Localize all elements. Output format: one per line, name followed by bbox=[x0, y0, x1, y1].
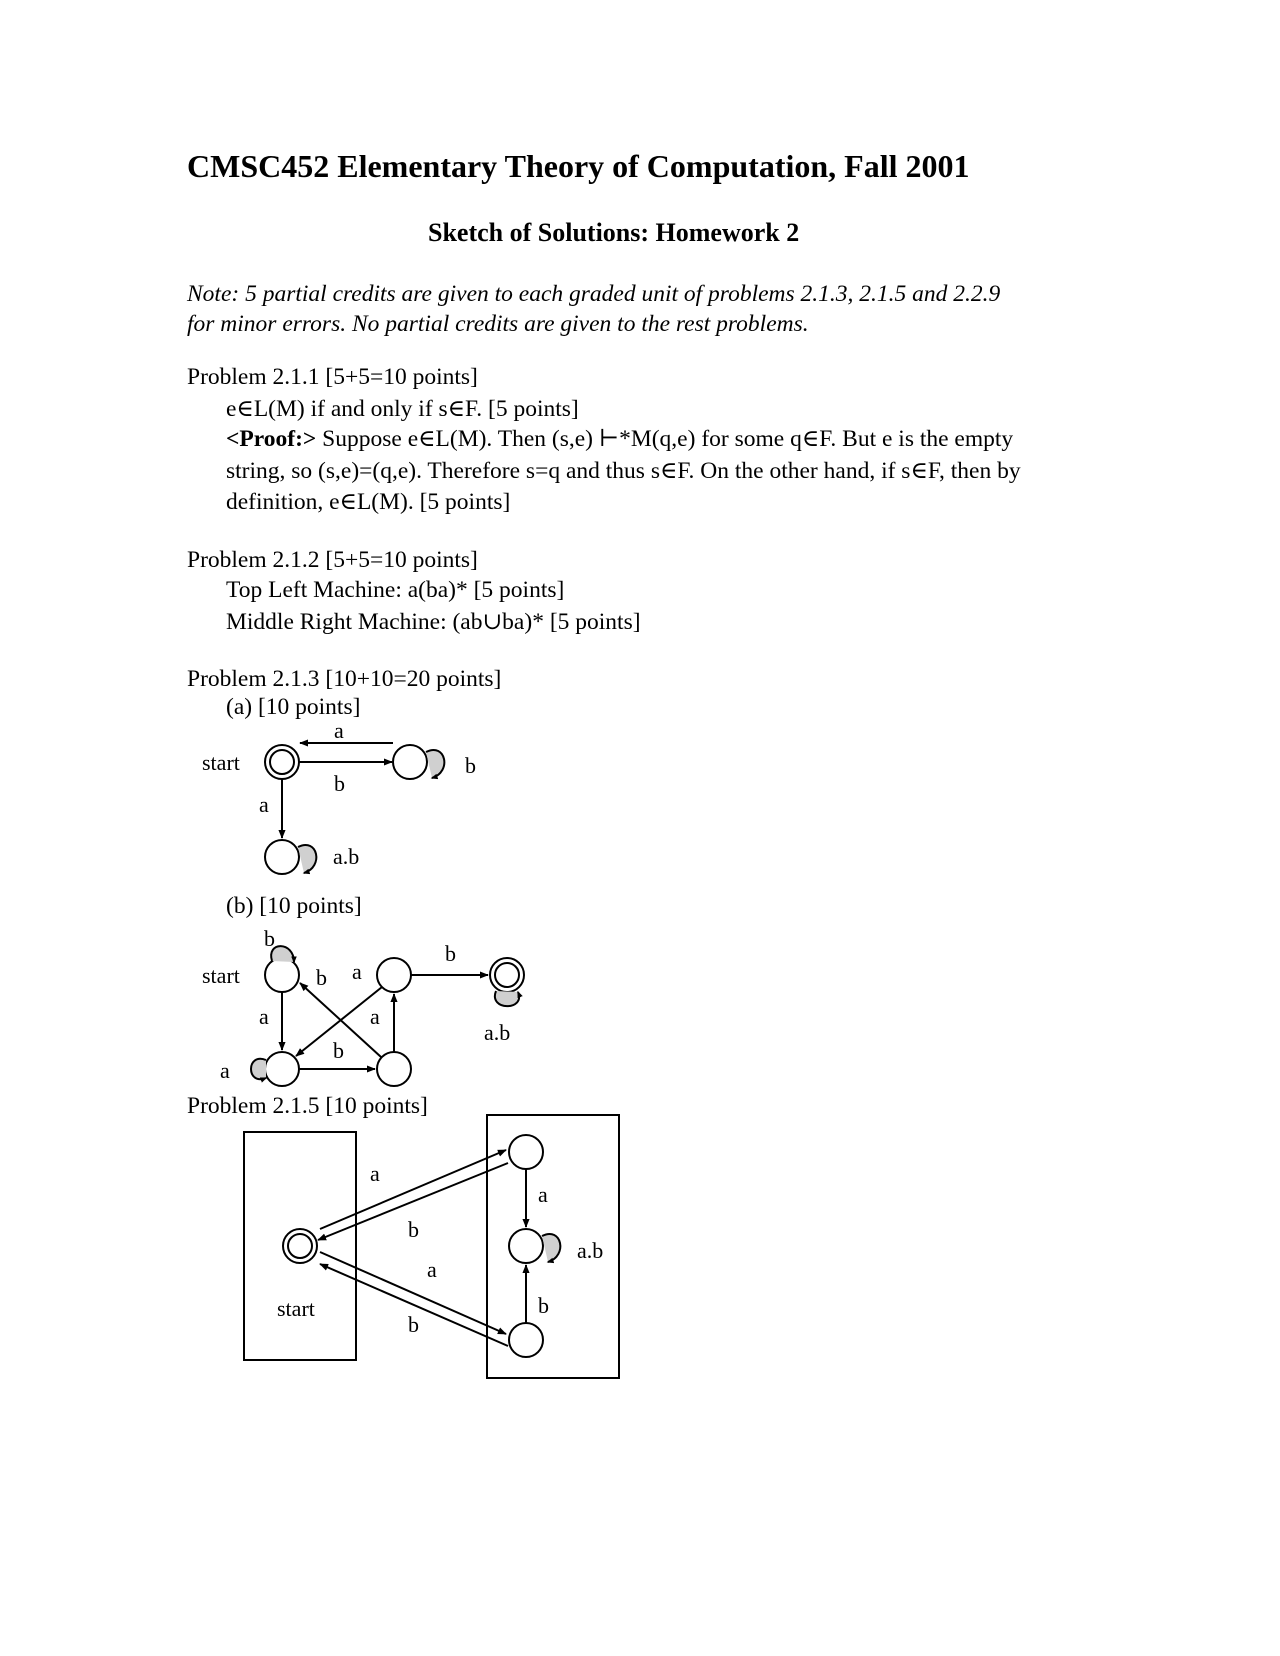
state-215-bottom bbox=[509, 1323, 543, 1357]
diagram-215-label-right-b: b bbox=[538, 1293, 549, 1318]
state-215-mid bbox=[509, 1229, 543, 1263]
box-left bbox=[244, 1132, 356, 1360]
problem-2-1-1-proof-line-3: definition, e∈L(M). [5 points] bbox=[226, 489, 511, 515]
loop-215-mid bbox=[542, 1234, 560, 1262]
state-215-start-inner bbox=[288, 1234, 312, 1258]
diagram-a-edge-mid-label: b bbox=[334, 771, 345, 796]
proof-label: <Proof:> bbox=[226, 426, 317, 452]
problem-2-1-1-proof-line-2: string, so (s,e)=(q,e). Therefore s=q and thus s∈F. On the other hand, if s∈F, then by bbox=[226, 458, 1021, 484]
state-a-bottom bbox=[265, 840, 299, 874]
loop-a-right bbox=[426, 750, 444, 778]
state-b-bottom-right bbox=[377, 1052, 411, 1086]
diagram-b-loop-final-label: a.b bbox=[484, 1020, 511, 1045]
state-b-start bbox=[265, 958, 299, 992]
note-line-2: for minor errors. No partial credits are given to the rest problems. bbox=[187, 311, 809, 337]
diagram-b-edge-right-b-label: b bbox=[445, 941, 456, 966]
diagram-215-label-b1: b bbox=[408, 1217, 419, 1242]
state-b-final-inner bbox=[495, 963, 519, 987]
diagram-b-loop-start-label: b bbox=[264, 926, 275, 951]
loop-b-final bbox=[495, 991, 519, 1006]
note-line-1: Note: 5 partial credits are given to each graded unit of problems 2.1.3, 2.1.5 and 2.2.9 bbox=[187, 281, 1001, 307]
state-215-top bbox=[509, 1135, 543, 1169]
problem-2-1-2-line-2: Middle Right Machine: (ab∪ba)* [5 points] bbox=[226, 609, 641, 635]
diagram-215-start-label: start bbox=[277, 1296, 315, 1321]
diagram-215-label-a1: a bbox=[370, 1161, 380, 1186]
loop-a-bottom bbox=[298, 845, 316, 873]
diagram-a-loop-right-label: b bbox=[465, 753, 476, 778]
loop-b-bottom bbox=[251, 1059, 266, 1079]
diagram-215-label-loop: a.b bbox=[577, 1238, 604, 1263]
diagram-a-edge-down-label: a bbox=[259, 792, 269, 817]
diagram-b-loop-bottom-label: a bbox=[220, 1058, 230, 1083]
problem-2-1-1-heading: Problem 2.1.1 [5+5=10 points] bbox=[187, 364, 478, 390]
diagram-215 bbox=[244, 1115, 619, 1378]
problem-2-1-3-part-a: (a) [10 points] bbox=[226, 694, 361, 720]
state-b-top-mid bbox=[377, 958, 411, 992]
problem-2-1-3-heading: Problem 2.1.3 [10+10=20 points] bbox=[187, 666, 502, 692]
diagram-b-edge-x-b-label: b bbox=[316, 965, 327, 990]
diagram-215-label-b2: b bbox=[408, 1312, 419, 1337]
problem-2-1-2-line-1: Top Left Machine: a(ba)* [5 points] bbox=[226, 577, 565, 603]
problem-2-1-2-heading: Problem 2.1.2 [5+5=10 points] bbox=[187, 547, 478, 573]
proof-text-1: Suppose e∈L(M). Then (s,e) ⊢*M(q,e) for some q∈F. But e is the empty bbox=[322, 426, 1014, 452]
diagram-b-edge-up-a-label: a bbox=[370, 1004, 380, 1029]
problem-2-1-1-claim: e∈L(M) if and only if s∈F. [5 points] bbox=[226, 396, 579, 422]
problem-2-1-5-heading: Problem 2.1.5 [10 points] bbox=[187, 1093, 428, 1119]
diagram-a-start-label: start bbox=[202, 750, 240, 775]
diagram-a-edge-top-label: a bbox=[334, 718, 344, 743]
page-title: CMSC452 Elementary Theory of Computation, Fall 2001 bbox=[187, 148, 970, 184]
problem-2-1-3-part-b: (b) [10 points] bbox=[226, 893, 362, 919]
state-a-start-inner bbox=[270, 750, 294, 774]
diagram-a-loop-bottom-label: a.b bbox=[333, 844, 360, 869]
diagram-b-start-label: start bbox=[202, 963, 240, 988]
state-b-bottom-left bbox=[265, 1052, 299, 1086]
diagram-215-label-a2: a bbox=[427, 1257, 437, 1282]
diagram-b-edge-bottom-b-label: b bbox=[333, 1038, 344, 1063]
diagram-b bbox=[251, 946, 524, 1086]
diagram-b-edge-a-top-label: a bbox=[352, 959, 362, 984]
page-subtitle: Sketch of Solutions: Homework 2 bbox=[428, 218, 800, 247]
state-a-right bbox=[393, 745, 427, 779]
diagram-215-label-right-a: a bbox=[538, 1182, 548, 1207]
diagram-b-edge-down-a-label: a bbox=[259, 1004, 269, 1029]
